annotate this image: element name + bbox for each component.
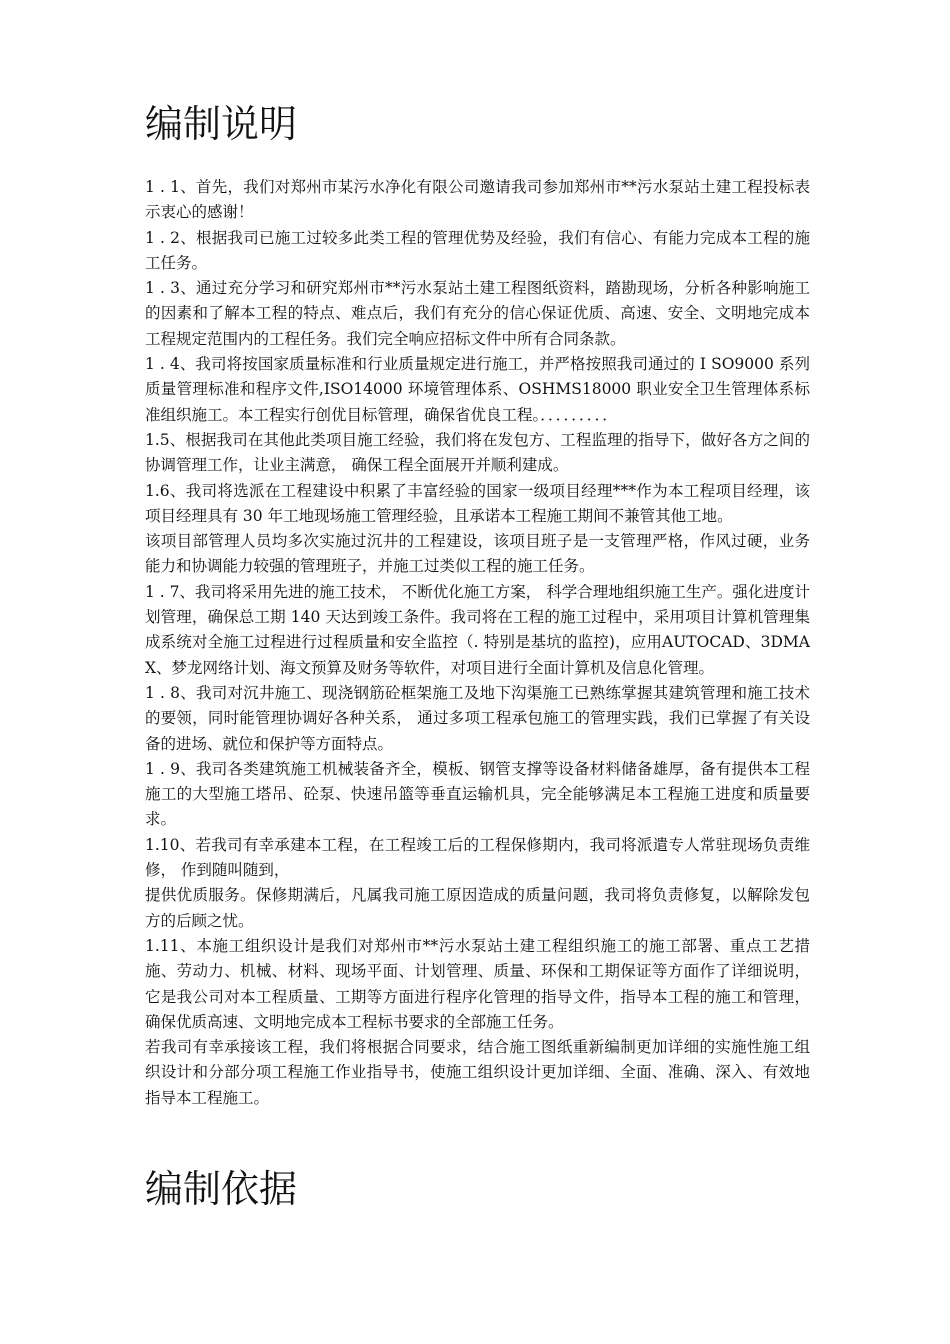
paragraph-1-10-continued: 提供优质服务。保修期满后，凡属我司施工原因造成的质量问题，我司将负责修复，以解除发包方的后顾之忧。 [145, 886, 810, 930]
paragraph-1-6-team: 该项目部管理人员均多次实施过沉井的工程建设，该项目班子是一支管理严格，作风过硬，业务能力和协调能力较强的管理班子，并施工过类似工程的施工任务。 [145, 532, 810, 576]
section-body [145, 175, 810, 1111]
section-heading-basis: 编制依据 [145, 1167, 298, 1211]
paragraph-1-1: 1 . 1、首先，我们对郑州市某污水净化有限公司邀请我司参加郑州市**污水泵站土建工程投标表示衷心的感谢！ [145, 178, 810, 222]
paragraph-1-7: 1 . 7、我司将采用先进的施工技术， 不断优化施工方案， 科学合理地组织施工生产。强化进度计划管理，确保总工期 140 天达到竣工条件。我司将在工程的施工过程中，采用项目计算机管理集成系统对全施工过程进行过程质量和安全监控（. 特别是基坑的监控)，应用AUTOCAD、3DMAX、梦龙网络计划、海文预算及财务等软件，对项目进行全面计算机及信息化管理。 [145, 582, 810, 677]
section-heading-explanation: 编制说明 [145, 102, 298, 146]
paragraph-1-11: 1.11、本施工组织设计是我们对郑州市**污水泵站土建工程组织施工的施工部署、重点工艺措施、劳动力、机械、材料、现场平面、计划管理、质量、环保和工期保证等方面作了详细说明，它是我公司对本工程质量、工期等方面进行程序化管理的指导文件，指导本工程的施工和管理，确保优质高速、文明地完成本工程标书要求的全部施工任务。 [145, 936, 810, 1031]
paragraph-1-10: 1.10、若我司有幸承建本工程，在工程竣工后的工程保修期内，我司将派遣专人常驻现场负责维修， 作到随叫随到， [145, 835, 810, 880]
paragraph-1-3: 1 . 3、通过充分学习和研究郑州市**污水泵站土建工程图纸资料，踏勘现场，分析各种影响施工的因素和了解本工程的特点、难点后，我们有充分的信心保证优质、高速、安全、文明地完成本工程规定范围内的工程任务。我们完全响应招标文件中所有合同条款。 [145, 279, 810, 348]
paragraph-closing: 若我司有幸承接该工程，我们将根据合同要求，结合施工图纸重新编制更加详细的实施性施工组织设计和分部分项工程施工作业指导书，使施工组织设计更加详细、全面、准确、深入、有效地指导本工程施工。 [145, 1038, 810, 1107]
paragraph-1-8: 1 . 8、我司对沉井施工、现浇钢筋砼框架施工及地下沟渠施工已熟练掌握其建筑管理和施工技术的要领，同时能管理协调好各种关系， 通过多项工程承包施工的管理实践，我们已掌握了有关设备的进场、就位和保护等方面特点。 [145, 683, 810, 753]
paragraph-1-9: 1 . 9、我司各类建筑施工机械装备齐全，模板、钢管支撑等设备材料储备雄厚，备有提供本工程施工的大型施工塔吊、砼泵、快速吊篮等垂直运输机具，完全能够满足本工程施工进度和质量要求。 [145, 759, 810, 829]
paragraph-1-2: 1 . 2、根据我司已施工过较多此类工程的管理优势及经验，我们有信心、有能力完成本工程的施工任务。 [145, 228, 810, 272]
paragraph-1-6: 1.6、我司将选派在工程建设中积累了丰富经验的国家一级项目经理***作为本工程项目经理，该项目经理具有 30 年工地现场施工管理经验，且承诺本工程施工期间不兼管其他工地。 [145, 481, 810, 525]
paragraph-1-5: 1.5、根据我司在其他此类项目施工经验，我们将在发包方、工程监理的指导下，做好各方之间的协调管理工作，让业主满意， 确保工程全面展开并顺利建成。 [145, 430, 810, 475]
paragraph-1-4: 1 . 4、我司将按国家质量标准和行业质量规定进行施工，并严格按照我司通过的 I SO9000 系列质量管理标准和程序文件,ISO14000 环境管理体系、OSHMS18000 职业安全卫生管理体系标准组织施工。本工程实行创优目标管理，确保省优良工程。．．．．．．．．． [145, 355, 810, 424]
